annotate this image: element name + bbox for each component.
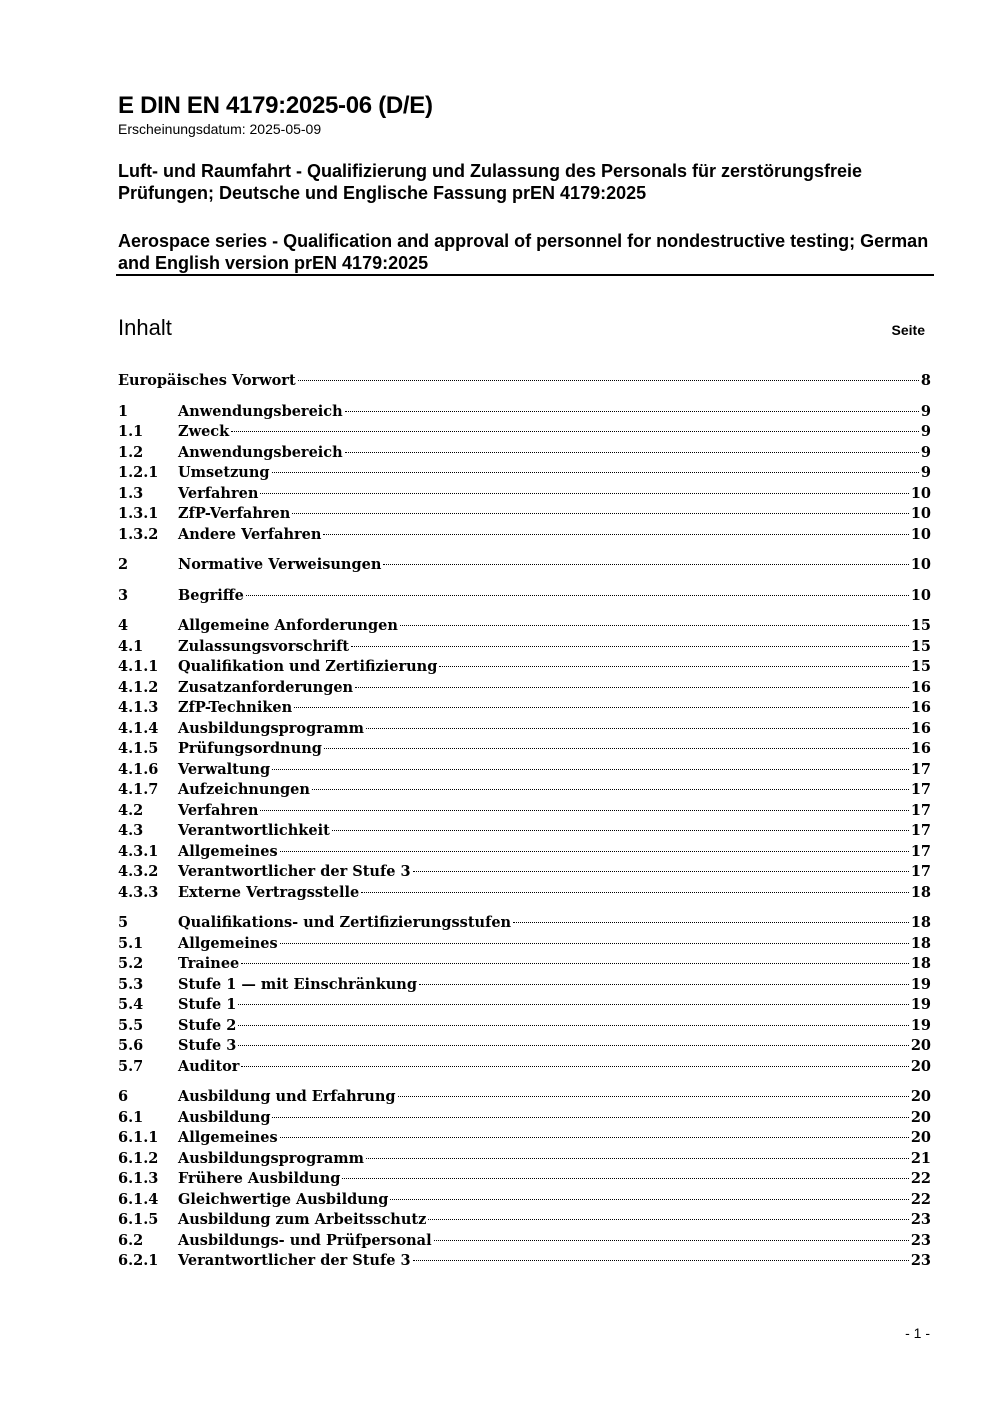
toc-leader-dots	[241, 963, 909, 964]
toc-entry-title: Ausbildung	[178, 1108, 271, 1126]
toc-leader-dots	[238, 1045, 909, 1046]
toc-heading: Inhalt	[118, 315, 172, 340]
toc-entry-number: 4.3	[118, 822, 144, 839]
toc-leader-dots	[231, 431, 919, 432]
toc-entry[interactable]	[118, 1149, 931, 1170]
toc-entry-page: 16	[910, 740, 931, 757]
toc-entry-title: Qualifikations- und Zertifizierungsstufen	[178, 914, 512, 931]
toc-entry[interactable]	[118, 484, 931, 505]
toc-leader-dots	[280, 1137, 909, 1138]
toc-entry-number: 5.3	[118, 975, 144, 993]
toc-leader-dots	[280, 943, 909, 944]
toc-entry[interactable]	[118, 1169, 931, 1190]
toc-entry-number: 4	[118, 617, 129, 634]
toc-entry-title: Gleichwertige Ausbildung	[178, 1190, 389, 1208]
toc-entry-number: 5.1	[118, 934, 144, 952]
toc-entry-number: 6.1.4	[118, 1190, 159, 1208]
toc-leader-dots	[324, 748, 909, 749]
toc-entry-page: 9	[920, 464, 931, 481]
toc-leader-dots	[390, 1199, 908, 1200]
toc-entry-number: 4.3.3	[118, 883, 159, 901]
toc-entry-title: Auditor	[178, 1057, 240, 1075]
toc-leader-dots	[383, 564, 908, 565]
toc-entry-page: 18	[910, 883, 931, 901]
toc-leader-dots	[351, 646, 909, 647]
toc-entry-page: 10	[910, 586, 931, 604]
toc-entry-number: 6.1.5	[118, 1211, 159, 1228]
toc-leader-dots	[366, 728, 909, 729]
toc-entry-number: 4.1	[118, 637, 144, 655]
toc-entry-number: 6.1.1	[118, 1129, 159, 1146]
toc-entry-number: 4.2	[118, 801, 144, 819]
toc-entry-title: Externe Vertragsstelle	[178, 883, 360, 901]
toc-entry[interactable]	[118, 913, 931, 934]
toc-entry[interactable]	[118, 995, 931, 1016]
toc-entry-number: 4.1.1	[118, 658, 159, 675]
toc-entry-title: Stufe 2	[178, 1016, 237, 1034]
toc-entry[interactable]	[118, 934, 931, 955]
toc-leader-dots	[298, 380, 919, 381]
toc-entry-number: 4.1.4	[118, 719, 159, 737]
toc-entry-page: 18	[910, 955, 931, 972]
toc-leader-dots	[355, 687, 909, 688]
toc-entry-title: Allgemeine Anforderungen	[178, 617, 398, 634]
toc-entry[interactable]	[118, 739, 931, 760]
toc-entry-number: 6.2.1	[118, 1252, 159, 1269]
toc-leader-dots	[342, 1178, 908, 1179]
toc-entry-number: 1.2.1	[118, 464, 159, 481]
toc-entry-number: 1.3.1	[118, 505, 159, 522]
table-of-contents	[118, 371, 931, 1272]
toc-entry-number: 4.1.7	[118, 781, 159, 798]
toc-entry-page: 23	[910, 1231, 931, 1249]
toc-entry[interactable]	[118, 821, 931, 842]
toc-leader-dots	[428, 1219, 908, 1220]
title-german: Luft- und Raumfahrt - Qualifizierung und Zulassung des Personals für zerstörungsfreie Prüfungen; Deutsche und Englische Fassung prEN 4179:2025	[118, 161, 863, 203]
toc-entry-page: 15	[910, 617, 931, 634]
toc-leader-dots	[366, 1158, 909, 1159]
toc-entry-number: 5	[118, 914, 129, 931]
toc-entry[interactable]	[118, 616, 931, 637]
toc-entry-number: 5.7	[118, 1057, 144, 1075]
toc-entry-number: 4.1.2	[118, 678, 159, 696]
toc-entry-number: 4.3.1	[118, 842, 159, 860]
toc-entry-title: Prüfungsordnung	[178, 740, 322, 757]
toc-entry-page: 10	[910, 484, 931, 502]
toc-entry-page: 16	[910, 699, 931, 716]
toc-entry[interactable]	[118, 842, 931, 863]
toc-entry-number: 3	[118, 586, 129, 604]
toc-entry-title: Verantwortlicher der Stufe 3	[178, 1252, 411, 1269]
toc-entry-number: 1	[118, 402, 129, 420]
toc-entry[interactable]	[118, 443, 931, 464]
toc-entry-page: 17	[910, 760, 931, 778]
toc-entry[interactable]	[118, 422, 931, 443]
toc-entry-page: 19	[910, 975, 931, 993]
toc-entry-number: 1.3	[118, 484, 144, 502]
toc-entry-title: Ausbildung zum Arbeitsschutz	[178, 1211, 427, 1228]
toc-entry-page: 22	[910, 1190, 931, 1208]
toc-leader-dots	[241, 1066, 908, 1067]
toc-leader-dots	[260, 493, 908, 494]
toc-entry[interactable]	[118, 954, 931, 975]
title-divider	[116, 274, 934, 276]
document-id: E DIN EN 4179:2025-06 (D/E)	[118, 92, 433, 119]
toc-entry-title: Anwendungsbereich	[178, 402, 343, 420]
toc-leader-dots	[246, 595, 909, 596]
toc-leader-dots	[345, 452, 919, 453]
toc-entry[interactable]	[118, 525, 931, 546]
toc-entry-number: 2	[118, 556, 129, 573]
toc-leader-dots	[312, 789, 909, 790]
toc-entry-title: Ausbildungsprogramm	[178, 719, 364, 737]
toc-entry-title: Andere Verfahren	[178, 525, 322, 543]
toc-entry-number: 1.2	[118, 443, 144, 461]
toc-leader-dots	[280, 851, 909, 852]
toc-entry-page: 17	[910, 863, 931, 880]
toc-entry-number: 5.5	[118, 1016, 144, 1034]
toc-entry-title: Allgemeines	[178, 934, 278, 952]
toc-leader-dots	[513, 922, 909, 923]
toc-entry[interactable]	[118, 678, 931, 699]
toc-entry[interactable]	[118, 1210, 931, 1231]
toc-entry-number: 4.1.5	[118, 740, 159, 757]
toc-entry-page: 16	[910, 719, 931, 737]
toc-leader-dots	[434, 1240, 909, 1241]
toc-leader-dots	[272, 1117, 908, 1118]
toc-entry-page: 20	[910, 1129, 931, 1146]
toc-entry-number: 4.1.6	[118, 760, 159, 778]
toc-entry-title: Zulassungsvorschrift	[178, 637, 350, 655]
toc-entry-title: Anwendungsbereich	[178, 443, 343, 461]
toc-leader-dots	[260, 810, 908, 811]
toc-entry-title: Umsetzung	[178, 464, 270, 481]
toc-entry-number: 1.3.2	[118, 525, 159, 543]
toc-entry-title: Verwaltung	[178, 760, 271, 778]
toc-leader-dots	[272, 769, 909, 770]
toc-entry[interactable]	[118, 1190, 931, 1211]
toc-leader-dots	[238, 1004, 909, 1005]
toc-entry-title: Begriffe	[178, 586, 244, 604]
toc-entry[interactable]	[118, 463, 931, 484]
toc-entry-number: 5.6	[118, 1037, 144, 1054]
toc-entry[interactable]	[118, 1087, 931, 1108]
toc-entry-page: 20	[910, 1108, 931, 1126]
toc-entry-number: 4.1.3	[118, 699, 159, 716]
toc-entry-title: Stufe 1 — mit Einschränkung	[178, 975, 417, 993]
toc-entry-title: Normative Verweisungen	[178, 556, 382, 573]
toc-entry-page: 15	[910, 637, 931, 655]
toc-entry-page: 9	[920, 423, 931, 440]
toc-entry[interactable]	[118, 975, 931, 996]
toc-leader-dots	[413, 1260, 909, 1261]
toc-entry[interactable]	[118, 883, 931, 904]
toc-entry-page: 17	[910, 842, 931, 860]
toc-leader-dots	[323, 534, 908, 535]
toc-entry-page: 10	[910, 525, 931, 543]
toc-entry-title: Verfahren	[178, 801, 259, 819]
toc-entry-page: 22	[910, 1170, 931, 1187]
toc-leader-dots	[398, 1096, 909, 1097]
toc-entry-number: 6.1	[118, 1108, 144, 1126]
toc-entry-page: 17	[910, 822, 931, 839]
toc-leader-dots	[294, 707, 909, 708]
toc-entry[interactable]	[118, 780, 931, 801]
toc-entry[interactable]	[118, 504, 931, 525]
toc-entry-page: 10	[910, 505, 931, 522]
toc-entry-title: Stufe 1	[178, 996, 237, 1013]
toc-entry[interactable]	[118, 1251, 931, 1272]
toc-entry-number: 4.3.2	[118, 863, 159, 880]
toc-leader-dots	[345, 411, 919, 412]
toc-entry-page: 8	[920, 372, 931, 389]
toc-entry-title: Ausbildungsprogramm	[178, 1149, 364, 1167]
toc-entry-page: 9	[920, 443, 931, 461]
toc-entry-number: 5.4	[118, 996, 144, 1013]
toc-entry[interactable]	[118, 637, 931, 658]
toc-entry[interactable]	[118, 371, 931, 392]
toc-entry-page: 18	[910, 914, 931, 931]
toc-entry-number: 1.1	[118, 423, 144, 440]
toc-entry-title: Frühere Ausbildung	[178, 1170, 341, 1187]
toc-entry[interactable]	[118, 1057, 931, 1078]
toc-entry-page: 18	[910, 934, 931, 952]
toc-entry[interactable]	[118, 760, 931, 781]
toc-entry[interactable]	[118, 657, 931, 678]
toc-entry-number: 5.2	[118, 955, 144, 972]
toc-entry-page: 23	[910, 1211, 931, 1228]
toc-entry-page: 19	[910, 1016, 931, 1034]
toc-entry-title: Zusatzanforderungen	[178, 678, 354, 696]
publication-date: Erscheinungsdatum: 2025-05-09	[118, 121, 322, 137]
toc-leader-dots	[419, 984, 909, 985]
toc-entry[interactable]	[118, 402, 931, 423]
toc-entry-title: ZfP-Techniken	[178, 699, 293, 716]
toc-entry-page: 21	[910, 1149, 931, 1167]
toc-entry[interactable]	[118, 862, 931, 883]
toc-entry-page: 20	[910, 1037, 931, 1054]
toc-entry-title: Aufzeichnungen	[178, 781, 310, 798]
toc-leader-dots	[361, 892, 909, 893]
toc-entry[interactable]	[118, 1036, 931, 1057]
toc-entry-page: 10	[910, 556, 931, 573]
toc-entry-number: 6.2	[118, 1231, 144, 1249]
toc-entry[interactable]	[118, 555, 931, 576]
toc-entry[interactable]	[118, 1231, 931, 1252]
toc-entry-title: Zweck	[178, 423, 230, 440]
toc-entry-page: 15	[910, 658, 931, 675]
toc-leader-dots	[439, 666, 908, 667]
page-number: - 1 -	[905, 1325, 930, 1341]
toc-entry-page: 23	[910, 1252, 931, 1269]
toc-entry-title: Allgemeines	[178, 842, 278, 860]
title-english: Aerospace series - Qualification and approval of personnel for nondestructive testing; German and English version prEN 4179:2025	[118, 231, 929, 273]
toc-entry-page: 20	[910, 1057, 931, 1075]
toc-leader-dots	[400, 625, 909, 626]
toc-entry-title: Trainee	[178, 955, 240, 972]
toc-entry[interactable]	[118, 719, 931, 740]
toc-entry-number: 6	[118, 1088, 129, 1105]
toc-entry-number: 6.1.2	[118, 1149, 159, 1167]
toc-leader-dots	[413, 871, 909, 872]
toc-entry-title: Verantwortlichkeit	[178, 822, 330, 839]
toc-entry-page: 17	[910, 781, 931, 798]
toc-entry-title: Ausbildung und Erfahrung	[178, 1088, 396, 1105]
toc-entry-title: Verfahren	[178, 484, 259, 502]
toc-entry-title: Europäisches Vorwort	[118, 372, 296, 389]
toc-entry-title: ZfP-Verfahren	[178, 505, 291, 522]
toc-entry[interactable]	[118, 1108, 931, 1129]
toc-leader-dots	[238, 1025, 909, 1026]
toc-entry-page: 20	[910, 1088, 931, 1105]
toc-entry[interactable]	[118, 586, 931, 607]
toc-entry[interactable]	[118, 698, 931, 719]
toc-entry-title: Verantwortlicher der Stufe 3	[178, 863, 411, 880]
toc-leader-dots	[272, 472, 919, 473]
toc-entry-number: 6.1.3	[118, 1170, 159, 1187]
toc-leader-dots	[332, 830, 909, 831]
toc-entry-title: Stufe 3	[178, 1037, 237, 1054]
page-column-label: Seite	[891, 322, 925, 338]
toc-entry-title: Ausbildungs- und Prüfpersonal	[178, 1231, 432, 1249]
toc-entry[interactable]	[118, 801, 931, 822]
toc-entry-title: Qualifikation und Zertifizierung	[178, 658, 438, 675]
toc-entry[interactable]	[118, 1128, 931, 1149]
toc-entry-page: 19	[910, 996, 931, 1013]
toc-entry-page: 9	[920, 402, 931, 420]
toc-entry-title: Allgemeines	[178, 1129, 278, 1146]
toc-entry[interactable]	[118, 1016, 931, 1037]
toc-entry-page: 16	[910, 678, 931, 696]
toc-leader-dots	[292, 513, 909, 514]
toc-entry-page: 17	[910, 801, 931, 819]
